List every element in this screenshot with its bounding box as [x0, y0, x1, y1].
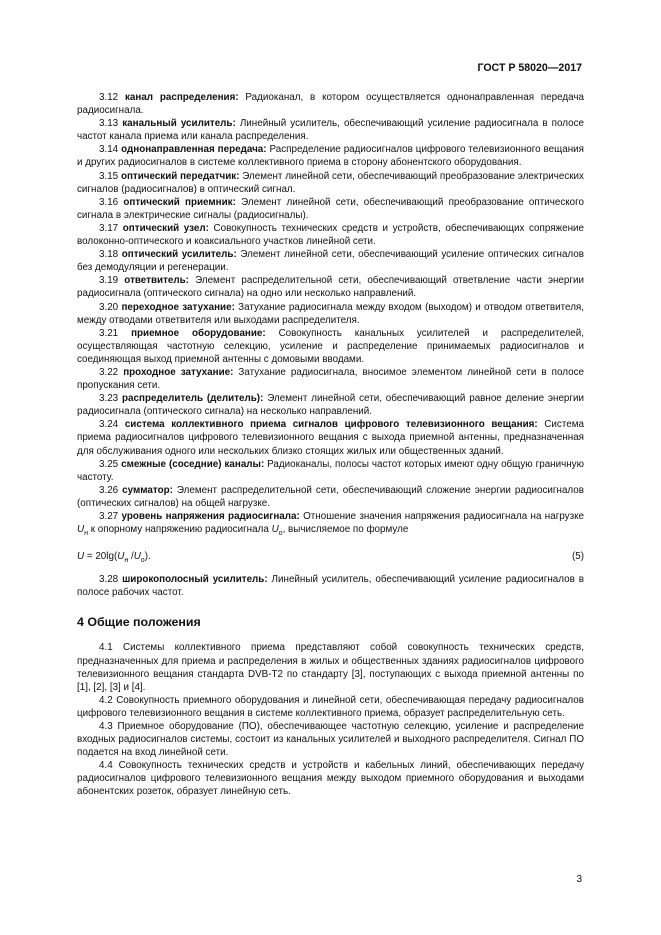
document-header-standard: ГОСТ Р 58020—2017 — [477, 62, 582, 74]
definition-term: проходное затухание: — [123, 366, 234, 378]
formula-var: U — [117, 551, 125, 563]
subscript-n: н — [84, 530, 88, 538]
definition-term: уровень напряжения радиосигнала: — [121, 511, 300, 522]
definition-term: смежные (соседние) каналы: — [121, 458, 265, 470]
section-paragraph: 4.2 Совокупность приемного оборудования и линейной сети, обеспечивающая передачу радиосигналов цифрового телевизионного вещания в системе коллективного приема, образует распределительную сеть. — [77, 694, 584, 719]
definition-3-24 — [77, 418, 584, 457]
definition-text: Радиоканалы, полосы частот которых имеют одну общую граничную частоту. — [77, 458, 584, 483]
definition-3-15 — [77, 170, 584, 196]
definition-number: 3.14 — [99, 144, 119, 156]
definition-3-28 — [77, 573, 584, 599]
definition-3-25 — [77, 458, 584, 484]
definition-term: широкополосный усилитель: — [122, 574, 268, 586]
section-paragraph: 4.3 Приемное оборудование (ПО), обеспечивающее частотную селекцию, усиление и распределение входных радиосигналов системы, состоит из канальных усилителей и выходного распределителя. Сигнал ПО подается на вход линейной сети. — [77, 721, 584, 759]
definition-text: Линейный усилитель, обеспечивающий усиление радиосигналов в полосе рабочих частот. — [77, 574, 584, 599]
definition-3-13 — [77, 117, 584, 143]
formula-op: / — [128, 551, 134, 563]
definition-3-21 — [77, 327, 584, 366]
definition-text: Элемент линейной сети, обеспечивающий равное деление энергии радиосигнала (оптического сигнала) на несколько направлений. — [77, 393, 584, 418]
formula-sub: н — [124, 557, 129, 565]
definition-number: 3.28 — [99, 574, 119, 586]
definition-number: 3.15 — [99, 170, 119, 182]
definition-text: Элемент линейной сети, обеспечивающий усиление оптических сигналов без демодуляции и регенерации. — [77, 249, 584, 274]
definition-number: 3.27 — [99, 511, 119, 522]
definition-text: Затухание радиосигнала, вносимое элементом линейной сети в полосе пропускания сети. — [77, 366, 584, 392]
definition-term: оптический усилитель: — [121, 249, 237, 261]
definition-number: 3.22 — [99, 366, 119, 378]
definition-number: 3.16 — [99, 196, 119, 208]
definition-term: ответвитель: — [124, 275, 189, 287]
definition-term: сумматор: — [122, 484, 173, 496]
definition-number: 3.26 — [99, 484, 119, 496]
definition-text: Отношение значения напряжения радиосигнала на нагрузке — [299, 511, 584, 522]
definition-number: 3.20 — [99, 301, 119, 313]
definition-text: Система приема радиосигналов цифрового телевизионного вещания с выхода приемной антенны, предназначенная для обслуживания одного или нескольких близко стоящих жилых или общественных зданий. — [77, 419, 584, 457]
document-body — [77, 91, 584, 799]
definition-term: канальный усилитель: — [122, 118, 236, 130]
definition-term: переходное затухание: — [121, 301, 235, 313]
definition-number: 3.23 — [99, 393, 119, 405]
definition-number: 3.25 — [99, 458, 119, 470]
definition-3-23 — [77, 392, 584, 418]
definition-text: Совокупность канальных усилителей и распределителей, осуществляющая частотную селекцию, усиление и распределение принимаемых радиосигналов и соединяющая выход приемной антенны с домовыми вводами. — [77, 327, 584, 365]
definition-text: Распределение радиосигналов цифрового телевизионного вещания и других радиосигналов в системе коллективного приема в сторону абонентского оборудования. — [77, 144, 584, 169]
definition-3-26 — [77, 484, 584, 510]
formula-var: U — [133, 551, 141, 563]
definition-text: Линейный усилитель, обеспечивающий усиление радиосигнала в полосе частот канала приема или канала распределения. — [77, 118, 584, 143]
definition-number: 3.24 — [99, 419, 119, 431]
definition-3-16 — [77, 196, 584, 222]
definition-text: Элемент распределительной сети, обеспечивающий ответвление части энергии радиосигнала (оптического сигнала) на одно или несколько направлений. — [77, 275, 584, 300]
definition-3-14 — [77, 143, 584, 169]
definition-text: Радиоканал, в котором осуществляется однонаправленная передача радиосигнала. — [77, 92, 584, 117]
definition-number: 3.13 — [99, 118, 119, 130]
variable-u: U — [77, 524, 85, 536]
definition-term: канал распределения: — [124, 92, 239, 103]
section-title: 4 Общие положения — [77, 615, 201, 630]
definition-term: однонаправленная передача: — [121, 144, 267, 156]
definition-number: 3.18 — [99, 249, 119, 261]
definition-3-17 — [77, 222, 584, 248]
subscript-o: о — [278, 530, 283, 538]
definition-number: 3.17 — [99, 222, 119, 234]
definition-number: 3.21 — [99, 327, 119, 339]
definition-text: Совокупность технических средств и устройств, обеспечивающих сопряжение волоконно-оптического и коаксиального участков линейной сети. — [77, 222, 584, 248]
definition-text: Затухание радиосигнала между входом (выходом) и отводом ответвителя, между отводами ответвителя или выходами распределителя. — [77, 301, 584, 326]
definition-number: 3.12 — [99, 92, 119, 103]
definition-term: оптический узел: — [122, 222, 209, 234]
definition-3-27 — [77, 510, 584, 540]
definition-3-22 — [77, 366, 584, 392]
formula-number: (5) — [571, 551, 584, 563]
definition-3-20 — [77, 301, 584, 327]
definition-text: Элемент линейной сети, обеспечивающий преобразование электрических сигналов (радиосигналов) в оптический сигнал. — [77, 170, 584, 195]
variable-u: U — [271, 524, 279, 536]
formula-sub: о — [140, 557, 145, 565]
formula-5 — [77, 550, 584, 564]
definition-number: 3.19 — [99, 275, 119, 287]
page-number: 3 — [576, 874, 582, 885]
definition-text: Элемент распределительной сети, обеспечивающий сложение энергии радиосигналов (оптических сигналов) на общей нагрузке. — [77, 484, 584, 509]
definition-term: приемное оборудование: — [131, 327, 266, 339]
definition-term: система коллективного приема сигналов цифрового телевизионного вещания: — [124, 419, 538, 431]
definition-term: оптический передатчик: — [120, 170, 240, 182]
definition-3-19 — [77, 274, 584, 300]
definition-text: к опорному напряжению радиосигнала — [87, 524, 272, 536]
formula-expression — [77, 551, 151, 565]
definition-3-12 — [77, 91, 584, 117]
formula-var: U — [77, 551, 85, 563]
section-paragraph: 4.1 Системы коллективного приема представляют собой совокупность технических средств, предназначенных для приема и распределения в жилых и общественных зданиях радиосигналов цифрового телевизионного вещания стандарта DVB-T2 по стандарту [3], поступающих с выхода приемной антенны по [1], [2], [3] и [4]. — [77, 642, 584, 693]
definition-term: оптический приемник: — [123, 196, 236, 208]
formula-op: ). — [144, 551, 151, 563]
definition-text: Элемент линейной сети, обеспечивающий преобразование оптического сигнала в электрические сигналы (радиосигналы). — [77, 196, 585, 221]
formula-op: = 20lg( — [84, 551, 118, 563]
definition-term: распределитель (делитель): — [122, 393, 264, 405]
definition-text: , вычисляемое по формуле — [282, 524, 409, 536]
section-paragraph: 4.4 Совокупность технических средств и устройств и кабельных линий, обеспечивающих передачу радиосигналов цифрового телевизионного вещания между выходом приемного оборудования и выходами абонентских розеток, образует линейную сеть. — [77, 760, 584, 798]
definitions-list — [77, 91, 584, 510]
definition-3-18 — [77, 248, 584, 274]
